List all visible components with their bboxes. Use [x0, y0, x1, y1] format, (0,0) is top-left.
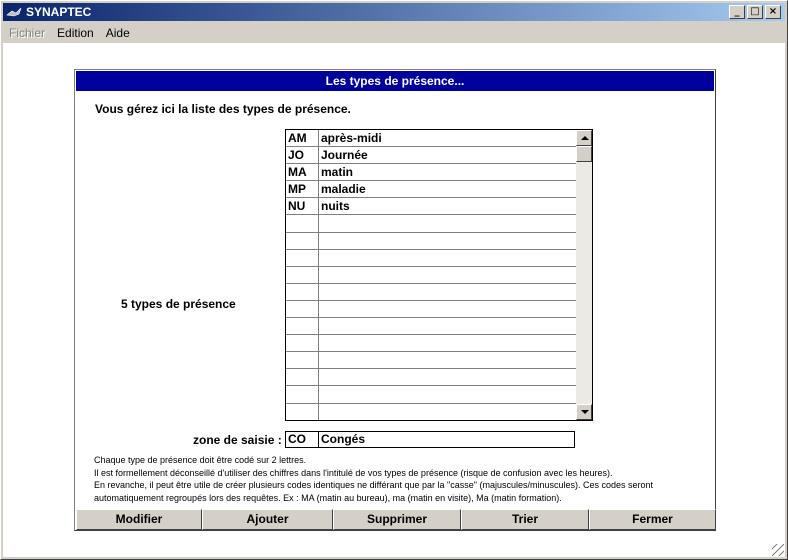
list-item-code: NU [286, 198, 319, 214]
dialog-title: Les types de présence... [76, 71, 714, 91]
list-item-label: maladie [321, 182, 366, 197]
list-item[interactable] [286, 233, 576, 250]
intro-text: Vous gérez ici la liste des types de présence. [95, 102, 351, 116]
list-item-code [286, 318, 319, 334]
menu-aide[interactable]: Aide [105, 25, 130, 40]
list-item-code [286, 369, 319, 385]
arrow-down-icon [581, 410, 589, 414]
resize-grip-icon[interactable] [772, 544, 784, 556]
list-item[interactable] [286, 147, 576, 164]
list-item[interactable] [286, 130, 576, 147]
list-item-label [319, 301, 576, 317]
modify-button[interactable]: Modifier [76, 509, 202, 530]
arrow-up-icon [581, 136, 589, 140]
list-item-code [286, 404, 319, 420]
list-item-code [286, 284, 319, 300]
note-line: En revanche, il peut être utile de créer plusieurs codes identiques ne différant que par la "casse" (majuscules/minuscules). Ces codes seront [94, 480, 654, 491]
menu-fichier[interactable]: Fichier [9, 25, 46, 40]
list-item[interactable] [286, 404, 576, 421]
title-bar[interactable] [3, 3, 785, 21]
list-item[interactable] [286, 215, 576, 232]
list-item-label [319, 233, 576, 249]
list-item-label [319, 318, 576, 334]
close-dialog-button[interactable]: Fermer [589, 509, 716, 530]
list-item[interactable] [286, 352, 576, 369]
list-item-code [286, 386, 319, 402]
presence-types-list[interactable] [285, 129, 593, 421]
entry-label-input[interactable]: Congés [321, 432, 366, 446]
list-item-label: nuits [321, 199, 350, 214]
list-item[interactable] [286, 198, 576, 215]
list-item[interactable] [286, 284, 576, 301]
list-item-label [319, 215, 576, 231]
list-item-label [319, 250, 576, 266]
list-item-code [286, 352, 319, 368]
maximize-button[interactable]: □ [747, 5, 763, 19]
scroll-down-button[interactable] [576, 404, 592, 420]
list-item-label [319, 335, 576, 351]
entry-zone-label: zone de saisie : [193, 433, 282, 447]
list-item-code: JO [286, 147, 319, 163]
list-item-code [286, 335, 319, 351]
scroll-thumb[interactable] [576, 146, 592, 162]
list-item[interactable] [286, 181, 576, 198]
count-label: 5 types de présence [121, 297, 236, 311]
window-title: SYNAPTEC [26, 5, 92, 19]
scroll-up-button[interactable] [576, 130, 592, 146]
note-line: Chaque type de présence doit être codé sur 2 lettres. [94, 455, 307, 465]
delete-button[interactable]: Supprimer [333, 509, 461, 530]
menu-bar [3, 23, 785, 42]
list-item[interactable] [286, 301, 576, 318]
minimize-button[interactable]: _ [729, 5, 745, 19]
list-item-code: MA [286, 164, 319, 180]
list-item-code: AM [286, 130, 319, 146]
list-item[interactable] [286, 335, 576, 352]
list-item-label: après-midi [321, 131, 382, 145]
entry-zone [285, 431, 575, 448]
list-item-code [286, 250, 319, 266]
list-item-label: matin [321, 165, 354, 180]
close-button[interactable]: × [765, 5, 781, 19]
list-item-label: Journée [321, 148, 368, 163]
app-logo-icon [6, 5, 22, 19]
list-item-label [319, 404, 576, 420]
vertical-scrollbar[interactable] [576, 130, 592, 420]
list-item[interactable] [286, 267, 576, 284]
list-item-label [319, 352, 576, 368]
list-item-code [286, 215, 319, 231]
list-item-label [319, 369, 576, 385]
list-item[interactable] [286, 164, 576, 181]
list-item-label [319, 284, 576, 300]
list-rows [286, 130, 576, 421]
list-item[interactable] [286, 386, 576, 403]
list-item[interactable] [286, 369, 576, 386]
help-notes [94, 454, 704, 504]
entry-code-input[interactable]: CO [286, 432, 319, 447]
list-item[interactable] [286, 250, 576, 267]
presence-types-dialog [74, 69, 716, 531]
list-item-code [286, 267, 319, 283]
list-item-label [319, 267, 576, 283]
list-item-code [286, 301, 319, 317]
action-button-bar [76, 509, 716, 530]
list-item-label [319, 386, 576, 402]
list-item-code [286, 233, 319, 249]
list-item[interactable] [286, 318, 576, 335]
sort-button[interactable]: Trier [461, 509, 589, 530]
note-line: Il est formellement déconseillé d'utiliser des chiffres dans l'intitulé de vos types de présence (risque de confusion avec les heures). [94, 467, 613, 478]
list-item-code: MP [286, 181, 319, 197]
note-line: automatiquement regroupés lors des requêtes. Ex : MA (matin au bureau), ma (matin en visite), Ma (matin formation). [94, 492, 562, 503]
menu-edition[interactable]: Edition [57, 25, 94, 40]
add-button[interactable]: Ajouter [202, 509, 333, 530]
